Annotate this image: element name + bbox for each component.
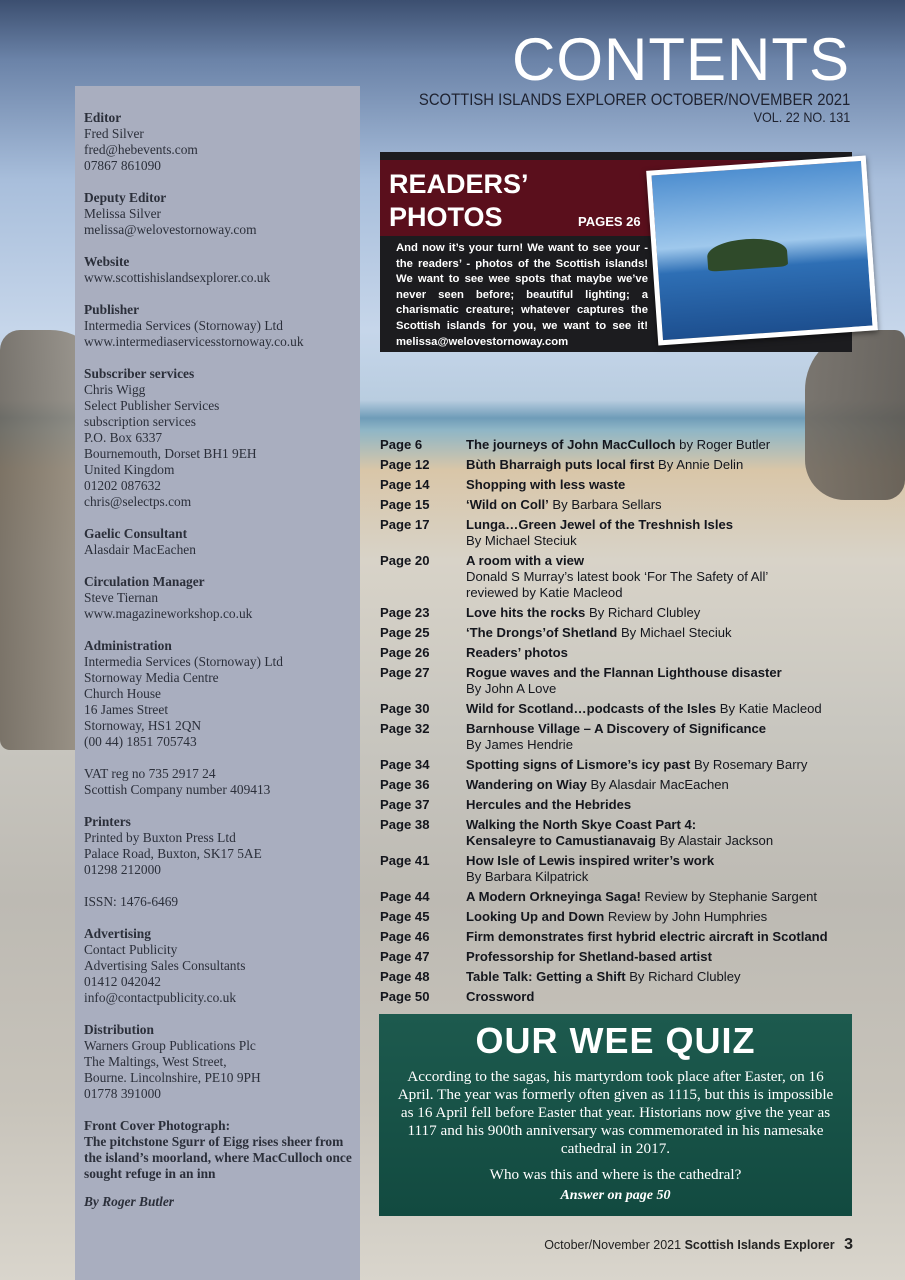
footer-magazine: Scottish Islands Explorer [684,1238,835,1252]
toc-row[interactable] [380,969,850,985]
sidebar-line: www.intermediaservicesstornoway.co.uk [84,334,304,349]
toc-title: Firm demonstrates first hybrid electric aircraft in Scotland [466,929,828,944]
sidebar-block [84,254,360,286]
toc-page: Page 47 [380,949,430,964]
quiz-answer: Answer on page 50 [560,1188,671,1203]
toc-title: Wild for Scotland…podcasts of the Isles [466,701,717,716]
toc-entry [466,517,850,549]
sidebar-line: 01412 042042 [84,974,161,989]
toc-row[interactable] [380,625,850,641]
toc-page: Page 41 [380,853,430,868]
toc-row[interactable] [380,477,850,493]
sidebar-line: Palace Road, Buxton, SK17 5AE [84,846,262,861]
sidebar-line: Fred Silver [84,126,144,141]
sidebar-line: Select Publisher Services [84,398,220,413]
sidebar-heading: Editor [84,110,122,125]
staff-sidebar [75,86,360,1280]
sidebar-line: info@contactpublicity.co.uk [84,990,237,1005]
toc-page: Page 17 [380,517,430,532]
toc-row[interactable] [380,909,850,925]
toc-byline: By Alasdair MacEachen [586,777,729,792]
sidebar-line: Alasdair MacEachen [84,542,196,557]
toc-page: Page 12 [380,457,430,472]
toc-entry [466,645,850,661]
toc-title: Table Talk: Getting a Shift [466,969,626,984]
toc-page: Page 15 [380,497,430,512]
page-number: 3 [844,1236,853,1253]
sidebar-line: (00 44) 1851 705743 [84,734,197,749]
toc-page: Page 38 [380,817,430,832]
toc-row[interactable] [380,553,850,601]
toc-row[interactable] [380,645,850,661]
toc-entry [466,457,850,473]
sidebar-block [84,638,360,750]
sidebar-line: VAT reg no 735 2917 24 [84,766,216,781]
sidebar-heading: Administration [84,638,172,653]
toc-row[interactable] [380,929,850,945]
page-footer [544,1236,853,1254]
quiz-text: According to the sagas, his martyrdom took place after Easter, on 16 April. The year was formerly often given as 1115, but this is impossible as 16 April fell before Easter that year. Historians now give the year as 1117 and his 900th anniversary was commemorated in his namesake cathedral in 2017. [397,1068,834,1157]
toc-page: Page 37 [380,797,430,812]
toc-title: Spotting signs of Lismore’s icy past [466,757,691,772]
toc-title: Walking the North Skye Coast Part 4: [466,817,697,832]
sidebar-heading: Distribution [84,1022,154,1037]
cover-credit: By Roger Butler [84,1194,175,1209]
sidebar-line: ISSN: 1476-6469 [84,894,179,909]
sidebar-line: 01298 212000 [84,862,161,877]
sidebar-line: Stornoway, HS1 2QN [84,718,202,733]
toc-page: Page 44 [380,889,430,904]
toc-title: Wandering on Wiay [466,777,587,792]
toc-title: Shopping with less waste [466,477,626,492]
toc-page: Page 36 [380,777,430,792]
toc-page: Page 32 [380,721,430,736]
sidebar-line: 01202 087632 [84,478,161,493]
toc-page: Page 25 [380,625,430,640]
toc-row[interactable] [380,817,850,849]
rp-title-line1: READERS’ [389,169,529,199]
sidebar-line: chris@selectps.com [84,494,192,509]
toc-byline: Review by John Humphries [604,909,768,924]
readers-photos-title [389,168,529,234]
sidebar-line: Warners Group Publications Plc [84,1038,256,1053]
toc-row[interactable] [380,497,850,513]
toc-entry [466,701,850,717]
toc-entry [466,929,850,945]
toc-byline: By Michael Steciuk [617,625,732,640]
cover-photo-credit [84,1118,360,1210]
rp-title-line2: PHOTOS [389,202,503,232]
toc-row[interactable] [380,437,850,453]
sidebar-block [84,110,360,174]
toc-entry [466,969,850,985]
sidebar-line: Intermedia Services (Stornoway) Ltd [84,318,283,333]
toc-byline: By Katie Macleod [716,701,822,716]
readers-photo-image [646,156,878,346]
sidebar-line: Steve Tiernan [84,590,159,605]
sidebar-heading: Advertising [84,926,151,941]
sidebar-line: Stornoway Media Centre [84,670,219,685]
toc-entry [466,721,850,753]
toc-page: Page 46 [380,929,430,944]
toc-title: Bùth Bharraigh puts local first [466,457,655,472]
sidebar-heading: Subscriber services [84,366,195,381]
toc-entry [466,477,850,493]
toc-row[interactable] [380,665,850,697]
toc-byline: by Roger Butler [675,437,771,452]
sidebar-heading: Gaelic Consultant [84,526,188,541]
sidebar-line: www.magazineworkshop.co.uk [84,606,253,621]
toc-byline: By Alastair Jackson [655,833,774,848]
toc-entry [466,757,850,773]
sidebar-heading: Deputy Editor [84,190,167,205]
toc-entry [466,605,850,621]
sidebar-block [84,302,360,350]
toc-entry [466,497,850,513]
issue-info [419,92,850,126]
toc-row[interactable] [380,701,850,717]
sidebar-line: fred@hebevents.com [84,142,198,157]
sidebar-line: Bourne. Lincolnshire, PE10 9PH [84,1070,261,1085]
toc-extra-line: By John A Love [466,681,557,696]
sidebar-line: Melissa Silver [84,206,161,221]
toc-title: ‘Wild on Coll’ [466,497,549,512]
toc-row[interactable] [380,605,850,621]
sidebar-line: Chris Wigg [84,382,146,397]
toc-entry [466,889,850,905]
quiz-box [379,1014,852,1216]
sidebar-block [84,1022,360,1102]
sidebar-block [84,814,360,878]
toc-row[interactable] [380,757,850,773]
sidebar-block [84,526,360,558]
sidebar-line: Scottish Company number 409413 [84,782,271,797]
toc-page: Page 14 [380,477,430,492]
sidebar-heading: Website [84,254,130,269]
sidebar-line: P.O. Box 6337 [84,430,163,445]
toc-row[interactable] [380,853,850,885]
table-of-contents [380,437,850,1009]
toc-page: Page 45 [380,909,430,924]
quiz-title: OUR WEE QUIZ [475,1020,756,1061]
toc-extra-line: By Michael Steciuk [466,533,577,548]
toc-byline: By Richard Clubley [625,969,741,984]
cover-desc: The pitchstone Sgurr of Eigg rises sheer from the island’s moorland, where MacCulloch once sought refuge in an inn [84,1134,352,1181]
sidebar-line: 16 James Street [84,702,169,717]
toc-entry [466,797,850,813]
readers-photos-pages: PAGES 26 [578,214,641,229]
sidebar-line: Printed by Buxton Press Ltd [84,830,236,845]
toc-row[interactable] [380,517,850,549]
toc-title: Hercules and the Hebrides [466,797,632,812]
sidebar-heading: Printers [84,814,131,829]
sidebar-line: melissa@welovestornoway.com [84,222,257,237]
toc-entry [466,777,850,793]
sidebar-block [84,894,360,910]
toc-byline: By Rosemary Barry [690,757,808,772]
toc-entry [466,553,850,601]
page-title: CONTENTS [512,26,850,93]
sidebar-block [84,190,360,238]
toc-page: Page 6 [380,437,423,452]
toc-byline: By Barbara Sellars [548,497,662,512]
cover-head: Front Cover Photograph: [84,1118,231,1133]
toc-title: Lunga…Green Jewel of the Treshnish Isles [466,517,734,532]
sidebar-block [84,574,360,622]
toc-row[interactable] [380,777,850,793]
toc-entry [466,817,850,849]
toc-row[interactable] [380,457,850,473]
toc-entry [466,853,850,885]
toc-page: Page 50 [380,989,430,1004]
sidebar-line: subscription services [84,414,196,429]
toc-entry [466,989,850,1005]
toc-page: Page 48 [380,969,430,984]
toc-page: Page 27 [380,665,430,680]
toc-entry [466,437,850,453]
sidebar-heading: Circulation Manager [84,574,205,589]
sidebar-heading: Publisher [84,302,140,317]
sidebar-block [84,366,360,510]
toc-title: How Isle of Lewis inspired writer’s work [466,853,715,868]
toc-title: Crossword [466,989,535,1004]
toc-title: A room with a view [466,553,585,568]
toc-extra-line: By Barbara Kilpatrick [466,869,589,884]
toc-byline: By Richard Clubley [585,605,701,620]
issue-line: SCOTTISH ISLANDS EXPLORER OCTOBER/NOVEMBER 2021 [418,91,850,109]
toc-title: Love hits the rocks [466,605,586,620]
toc-row[interactable] [380,721,850,753]
readers-photos-text: And now it’s your turn! We want to see your - the readers’ - photos of the Scottish islands! We want to see wee spots that maybe we’ve never seen before; beautiful lighting; a charismatic creature; whatever captures the Scottish islands for you, we want to see it! melissa@welovestornoway.com [396,242,648,348]
sidebar-block [84,926,360,1006]
footer-date: October/November 2021 [544,1238,682,1252]
volume-line: VOL. 22 NO. 131 [753,109,850,125]
quiz-question: Who was this and where is the cathedral? [489,1166,742,1183]
sidebar-line: Intermedia Services (Stornoway) Ltd [84,654,283,669]
toc-title-cont: Kensaleyre to Camustianavaig [466,833,656,848]
toc-extra-line: By James Hendrie [466,737,573,752]
toc-page: Page 26 [380,645,430,660]
sidebar-block [84,766,360,798]
toc-byline: By Annie Delin [654,457,744,472]
toc-row[interactable] [380,797,850,813]
sidebar-line: Contact Publicity [84,942,178,957]
toc-title: The journeys of John MacCulloch [466,437,676,452]
sidebar-line: www.scottishislandsexplorer.co.uk [84,270,271,285]
toc-byline: Review by Stephanie Sargent [640,889,818,904]
sidebar-line: United Kingdom [84,462,175,477]
sidebar-line: Advertising Sales Consultants [84,958,246,973]
toc-page: Page 20 [380,553,430,568]
toc-row[interactable] [380,989,850,1005]
toc-title: Rogue waves and the Flannan Lighthouse disaster [466,665,782,680]
toc-page: Page 23 [380,605,430,620]
toc-title: ‘The Drongs’of Shetland [466,625,618,640]
toc-extra-line: Donald S Murray’s latest book ‘For The Safety of All’ [466,569,769,584]
island-shape [706,236,788,272]
toc-title: Barnhouse Village – A Discovery of Significance [466,721,767,736]
sidebar-line: The Maltings, West Street, [84,1054,227,1069]
sidebar-line: 07867 861090 [84,158,161,173]
toc-row[interactable] [380,889,850,905]
toc-page: Page 30 [380,701,430,716]
toc-extra-line: reviewed by Katie Macleod [466,585,623,600]
sidebar-line: 01778 391000 [84,1086,161,1101]
toc-title: Looking Up and Down [466,909,605,924]
sidebar-line: Bournemouth, Dorset BH1 9EH [84,446,257,461]
toc-title: Readers’ photos [466,645,568,660]
toc-entry [466,665,850,697]
toc-entry [466,949,850,965]
toc-row[interactable] [380,949,850,965]
toc-entry [466,625,850,641]
toc-entry [466,909,850,925]
toc-page: Page 34 [380,757,430,772]
sidebar-line: Church House [84,686,161,701]
toc-title: A Modern Orkneyinga Saga! [466,889,641,904]
toc-title: Professorship for Shetland-based artist [466,949,712,964]
